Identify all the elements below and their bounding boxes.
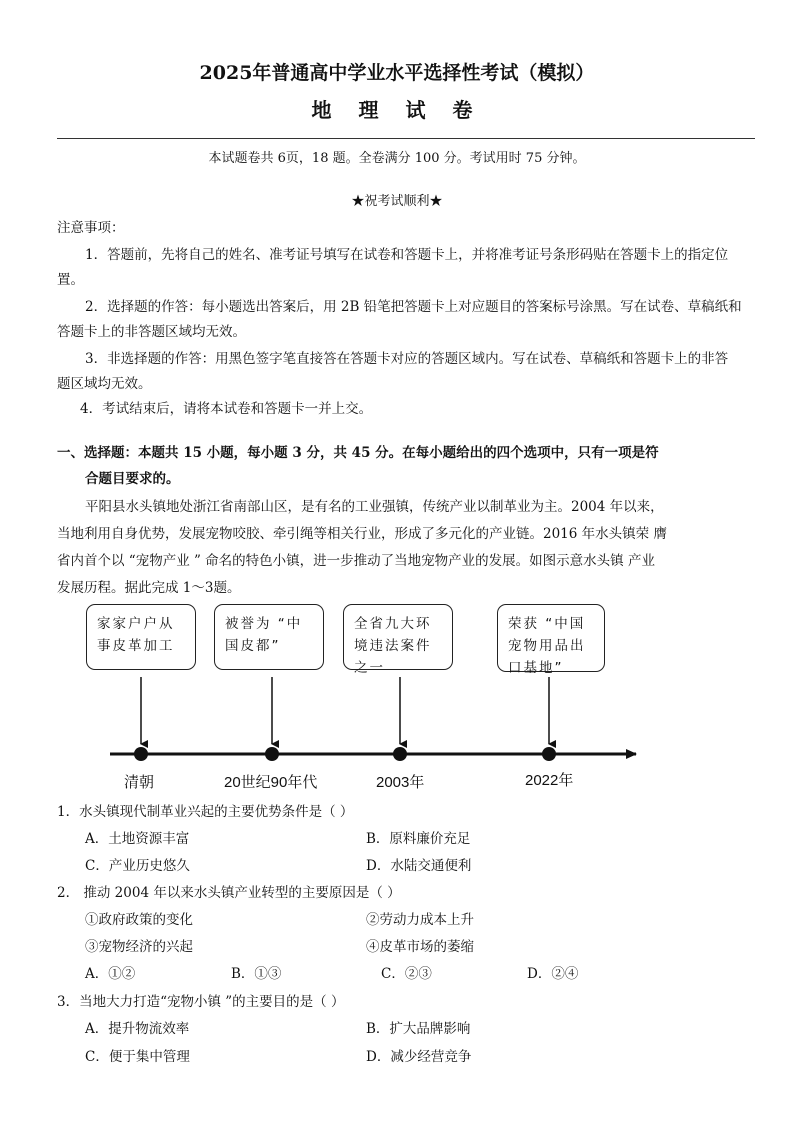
- timeline-label-1: 清朝: [124, 774, 155, 791]
- passage-line-2: 当地利用自身优势，发展宠物咬胶、牵引绳等相关行业，形成了多元化的产业链。2016 年水头镇荣 膺: [57, 526, 667, 542]
- note-3-line-1: 3．非选择题的作答：用黑色签字笔直接答在答题卡对应的答题区域内。写在试卷、草稿纸和答题卡上的非答: [85, 351, 729, 367]
- q1-option-b: B．原料廉价充足: [366, 831, 471, 847]
- note-1-line-1: 1．答题前，先将自己的姓名、准考证号填写在试卷和答题卡上，并将准考证号条形码贴在答题卡上的指定位: [85, 247, 729, 263]
- q2-option-b: B．①③: [231, 966, 282, 982]
- question-3-stem: 3．当地大力打造“宠物小镇 ”的主要目的是（ ）: [57, 994, 345, 1010]
- timeline-label-2: 20世纪90年代: [224, 774, 318, 791]
- question-2-stem: 2． 推动 2004 年以来水头镇产业转型的主要原因是（ ）: [57, 885, 401, 901]
- q2-option-a: A．①②: [85, 966, 136, 982]
- timeline-dot-2: [265, 747, 279, 761]
- subject-title: 地 理 试 卷: [311, 98, 483, 122]
- q2-statement-3: ③宠物经济的兴起: [85, 939, 193, 955]
- timeline-event-box-1: 家家户户从事皮革加工: [86, 604, 196, 670]
- section-heading-line-1: 一、选择题：本题共 15 小题，每小题 3 分，共 45 分。在每小题给出的四个选项中，只有一项是符: [57, 445, 659, 461]
- note-4-line-1: 4．考试结束后，请将本试卷和答题卡一并上交。: [80, 401, 373, 417]
- q2-option-d: D．②④: [527, 966, 579, 982]
- timeline-label-3: 2003年: [376, 774, 425, 791]
- passage-line-1: 平阳县水头镇地处浙江省南部山区，是有名的工业强镇，传统产业以制革业为主。2004 年以来，: [85, 499, 664, 515]
- q2-statement-4: ④皮革市场的萎缩: [366, 939, 474, 955]
- exam-title: 2025年普通高中学业水平选择性考试（模拟）: [199, 62, 595, 84]
- timeline-label-4: 2022年: [525, 772, 574, 789]
- q2-option-c: C．②③: [381, 966, 432, 982]
- q3-option-b: B．扩大品牌影响: [366, 1021, 471, 1037]
- q1-option-d: D．水陆交通便利: [366, 858, 472, 874]
- timeline-event-box-2: 被誉为 “中国皮都”: [214, 604, 324, 670]
- passage-line-4: 发展历程。据此完成 1～3题。: [57, 580, 241, 596]
- timeline-dot-4: [542, 747, 556, 761]
- section-heading-line-2: 合题目要求的。: [85, 471, 180, 487]
- q3-option-c: C．便于集中管理: [85, 1049, 190, 1065]
- note-2-line-1: 2．选择题的作答：每小题选出答案后，用 2B 铅笔把答题卡上对应题目的答案标号涂黑。写在试卷、草稿纸和: [85, 299, 742, 315]
- note-1-line-2: 置。: [57, 272, 84, 288]
- timeline-event-box-3: 全省九大环境违法案件之一: [343, 604, 453, 670]
- q1-option-c: C．产业历史悠久: [85, 858, 190, 874]
- timeline-event-box-4: 荣获 “中国宠物用品出口基地”: [497, 604, 605, 672]
- q2-statement-2: ②劳动力成本上升: [366, 912, 474, 928]
- header-divider: [57, 138, 755, 139]
- question-1-stem: 1．水头镇现代制革业兴起的主要优势条件是（ ）: [57, 804, 354, 820]
- notes-heading: 注意事项：: [57, 220, 125, 236]
- passage-line-3: 省内首个以 “宠物产业 ” 命名的特色小镇，进一步推动了当地宠物产业的发展。如图示意水头镇 产业: [57, 553, 655, 569]
- q3-option-a: A．提升物流效率: [85, 1021, 190, 1037]
- q2-statement-1: ①政府政策的变化: [85, 912, 193, 928]
- note-3-line-2: 题区域均无效。: [57, 376, 152, 392]
- note-2-line-2: 答题卡上的非答题区域均无效。: [57, 324, 246, 340]
- exam-info: 本试题卷共 6页，18 题。全卷满分 100 分。考试用时 75 分钟。: [208, 151, 586, 166]
- timeline-dot-3: [393, 747, 407, 761]
- q3-option-d: D．减少经营竞争: [366, 1049, 472, 1065]
- q1-option-a: A．土地资源丰富: [85, 831, 190, 847]
- timeline-dot-1: [134, 747, 148, 761]
- good-luck-line: ★祝考试顺利★: [351, 194, 443, 209]
